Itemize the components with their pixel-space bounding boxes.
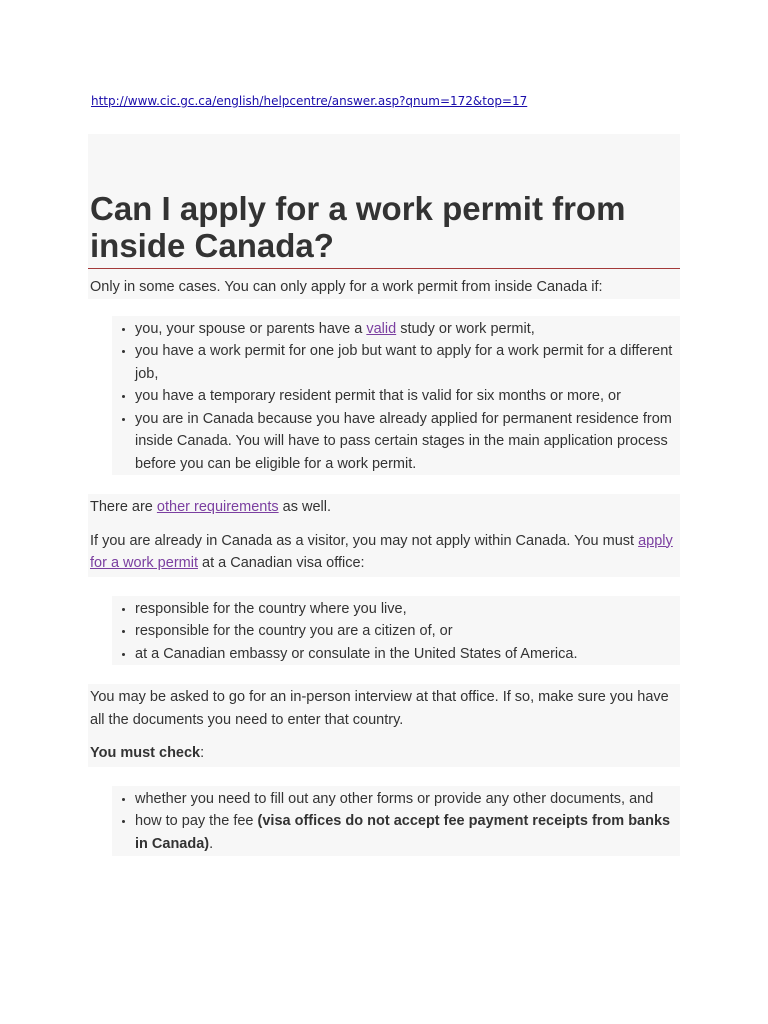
other-requirements-link[interactable]: other requirements xyxy=(156,499,279,515)
text-span: . xyxy=(209,835,214,852)
interview-text: You may be asked to go for an in-person interview at that office. If so, make sure you have all the documents you need to enter that country. xyxy=(90,689,669,728)
fee-warning: (visa offices do not accept fee payment receipts from banks in Canada) xyxy=(135,813,671,852)
intro-text: Only in some cases. You can only apply for a work permit from inside Canada if: xyxy=(90,279,603,295)
other-requirements-text xyxy=(88,494,680,525)
text-span: : xyxy=(200,745,205,761)
list-item-text: you, your spouse or parents have a xyxy=(135,320,367,337)
article xyxy=(88,134,680,856)
list-item: • you have a temporary resident permit that is valid for six months or more, or xyxy=(135,385,680,408)
list-item-text: study or work permit, xyxy=(396,320,535,337)
source-url-link[interactable]: http://www.cic.gc.ca/english/helpcentre/answer.asp?qnum=172&top=17 xyxy=(91,94,528,108)
list-item: • responsible for the country where you live, xyxy=(135,598,680,621)
list-item: • at a Canadian embassy or consulate in the United States of America. xyxy=(135,643,680,666)
visa-offices-list xyxy=(112,598,680,666)
text-span: There are xyxy=(90,499,157,515)
list-item xyxy=(135,318,680,341)
apply-work-permit-link[interactable]: apply for a work permit xyxy=(90,532,673,571)
list-item: • whether you need to fill out any other forms or provide any other documents, and xyxy=(135,788,680,811)
visitor-text xyxy=(88,525,680,577)
checks-section xyxy=(112,786,680,857)
valid-link[interactable]: valid xyxy=(366,320,397,337)
requirements-section xyxy=(88,494,680,577)
conditions-list xyxy=(112,318,680,476)
interview-section xyxy=(88,684,680,767)
list-item: • you have a work permit for one job but want to apply for a work permit for a different job, xyxy=(135,340,680,385)
visa-offices-section xyxy=(112,596,680,666)
page-title: Can I apply for a work permit from inside Canada? xyxy=(90,190,626,264)
must-check-label: You must check xyxy=(90,745,201,761)
list-item: • responsible for the country you are a citizen of, or xyxy=(135,620,680,643)
checks-list xyxy=(112,788,680,856)
intro-section xyxy=(88,269,680,299)
text-span: at a Canadian visa office: xyxy=(197,555,365,571)
list-item xyxy=(135,810,680,855)
title-section xyxy=(88,134,680,269)
text-span: If you are already in Canada as a visitor, you may not apply within Canada. You must xyxy=(90,532,639,549)
list-item: • you are in Canada because you have already applied for permanent residence from inside Canada. You will have to pass certain stages in the main application process before you can be eligible for a work permit. xyxy=(135,408,680,476)
must-check-text xyxy=(88,737,680,767)
text-span: how to pay the fee xyxy=(135,813,258,829)
conditions-section xyxy=(112,316,680,476)
text-span: as well. xyxy=(278,499,331,515)
